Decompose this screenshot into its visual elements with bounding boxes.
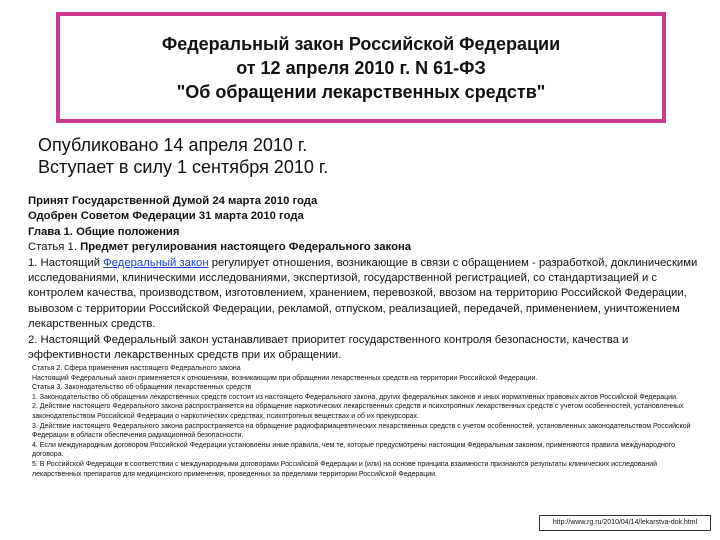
effective-date: Вступает в силу 1 сентября 2010 г. <box>38 157 329 177</box>
small-line: 3. Действие настоящего Федерального закона распространяется на обращение радиофармацевтических лекарственных средств с учетом особенностей, установленных законодательством Российской Федерации в области обеспечения радиационной безопасности. <box>32 422 691 440</box>
p1-rest: регулирует отношения, возникающие в связи с обращением - разработкой, доклиническими исследованиями, клиническими исследованиями, экспертизой, государственной регистрацией, со стандартизацией и с контролем качества, производством, изготовлением, хранением, перевозкой, ввозом на территорию Российской Федерации, вывозом с территории Российской Федерации, рекламой, отпуском, реализацией, передачей, применением, уничтожением лекарственных средств. <box>28 256 698 331</box>
small-line: 5. В Российской Федерации в соответствии с международными договорами Российской Федерации и (или) на основе принципа взаимности признаются результаты клинических исследований лекарственных препаратов для медицинского применения, проведенных за пределами территории Российской Федерации. <box>32 460 658 478</box>
small-line: Статья 2. Сфера применения настоящего Федерального закона <box>32 365 241 372</box>
published-date: Опубликовано 14 апреля 2010 г. <box>38 135 308 155</box>
publication-info <box>38 134 328 178</box>
federal-law-link[interactable]: Федеральный закон <box>103 256 209 269</box>
article1-title: Предмет регулирования настоящего Федерального закона <box>80 241 412 254</box>
small-line: 2. Действие настоящего Федерального закона распространяется на обращение наркотических лекарственных средств и психотропных лекарственных средств с учетом особенностей, установленных законодательством Российской Федерации о наркотических средствах, психотропных веществах и об их прекурсорах. <box>32 403 684 420</box>
small-line: Настоящий Федеральный закон применяется к отношениям, возникающим при обращении лекарственных средств на территории Российской Федерации. <box>32 374 538 382</box>
law-title-line2: от 12 апреля 2010 г. N 61-ФЗ <box>236 57 486 78</box>
source-url-link[interactable]: http://www.rg.ru/2010/04/14/lekarstva-dok.html <box>539 515 711 531</box>
main-text <box>28 194 698 363</box>
approved-line: Одобрен Советом Федерации 31 марта 2010 года <box>28 210 304 223</box>
article1-heading <box>28 240 698 255</box>
law-title-line1: Федеральный закон Российской Федерации <box>161 33 561 54</box>
chapter-heading: Глава 1. Общие положения <box>28 225 180 238</box>
article1-prefix: Статья 1. <box>28 241 81 254</box>
article1-paragraph1 <box>28 256 698 333</box>
small-line: 4. Если международным договором Российской Федерации установлены иные правила, чем те, которые предусмотрены настоящим Федеральным законом, применяются правила международного договора. <box>32 441 675 459</box>
article1-paragraph2: 2. Настоящий Федеральный закон устанавливает приоритет государственного контроля безопасности, качества и эффективности лекарственных средств при их обращении. <box>28 333 629 362</box>
law-title-line3: "Об обращении лекарственных средств" <box>176 81 546 102</box>
adopted-line: Принят Государственной Думой 24 марта 2010 года <box>28 195 318 207</box>
small-line: 1. Законодательство об обращении лекарственных средств состоит из настоящего Федерального закона, других федеральных законов и иных нормативных правовых актов Российской Федерации. <box>32 393 678 401</box>
small-line: Статья 3. Законодательство об обращении лекарственных средств <box>32 384 252 392</box>
p1-start: 1. Настоящий <box>28 256 104 269</box>
title-box <box>56 12 666 123</box>
small-text <box>32 364 698 479</box>
